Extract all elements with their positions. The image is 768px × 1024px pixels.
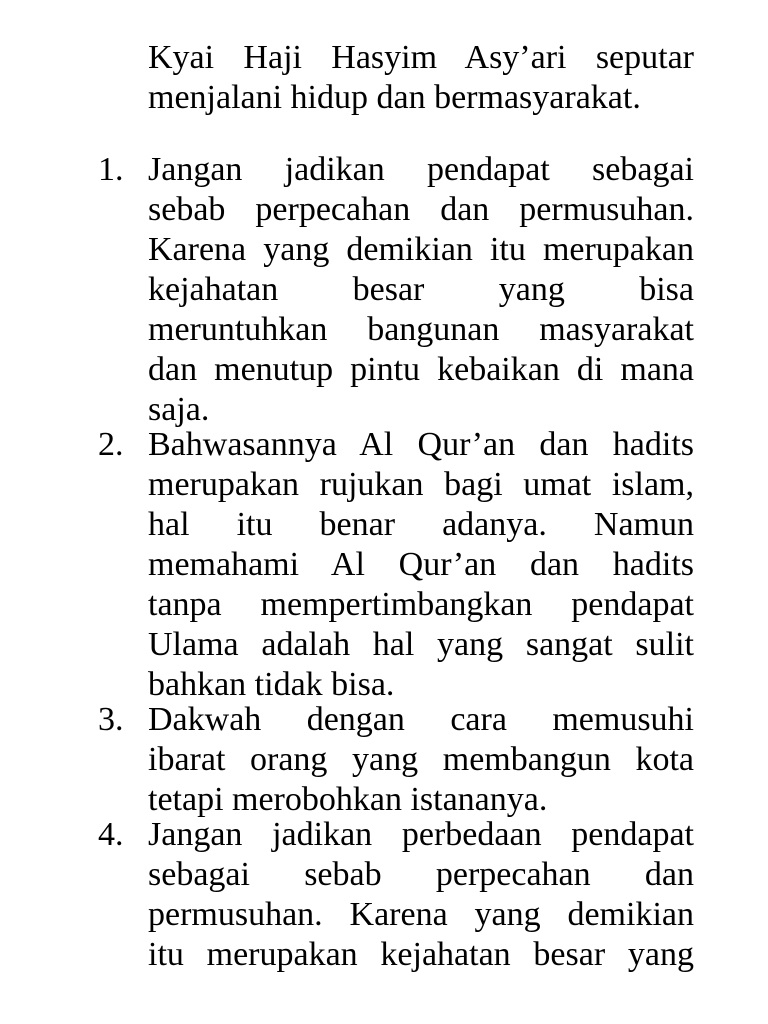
list-item-line: Ulama adalah hal yang sangat sulit [148,626,694,663]
list-item-line: bahkan tidak bisa. [148,666,395,703]
list-item-line: Karena yang demikian itu merupakan [148,231,694,268]
list-item-line: Bahwasannya Al Qur’an dan hadits [148,426,694,463]
list-item-line: hal itu benar adanya. Namun [148,506,694,543]
list-item-line: saja. [148,391,210,428]
list-item-line: kejahatan besar yang bisa [148,271,694,308]
list-item-line: itu merupakan kejahatan besar yang [148,936,694,973]
list-number: 4. [98,816,124,853]
list-item-line: Jangan jadikan pendapat sebagai [148,151,694,188]
list-item-line: tetapi merobohkan istananya. [148,781,548,818]
list-item-line: memahami Al Qur’an dan hadits [148,546,694,583]
intro-line: Kyai Haji Hasyim Asy’ari seputar [148,39,694,76]
list-item-line: permusuhan. Karena yang demikian [148,896,694,933]
list-number: 2. [98,426,124,463]
list-item-line: dan menutup pintu kebaikan di mana [148,351,694,388]
list-item-line: sebagai sebab perpecahan dan [148,856,694,893]
list-item-line: Jangan jadikan perbedaan pendapat [148,816,694,853]
list-item-line: Dakwah dengan cara memusuhi [148,701,694,738]
list-number: 1. [98,151,124,188]
list-item-line: tanpa mempertimbangkan pendapat [148,586,694,623]
list-item-line: sebab perpecahan dan permusuhan. [148,191,694,228]
intro-line: menjalani hidup dan bermasyarakat. [148,79,641,116]
list-item-line: meruntuhkan bangunan masyarakat [148,311,694,348]
list-item-line: merupakan rujukan bagi umat islam, [148,466,694,503]
list-item-line: ibarat orang yang membangun kota [148,741,694,778]
list-number: 3. [98,701,124,738]
